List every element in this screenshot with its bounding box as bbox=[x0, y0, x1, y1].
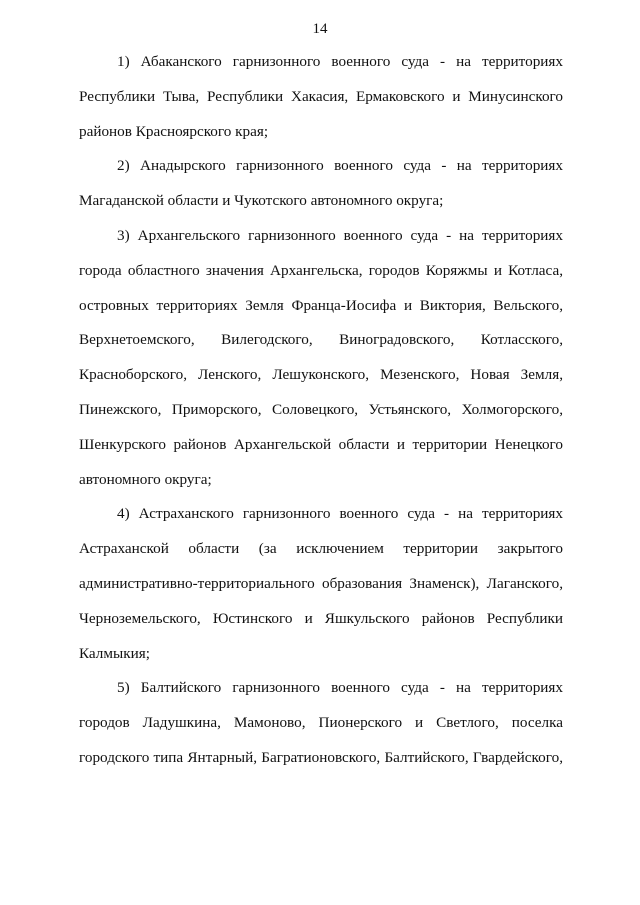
paragraph-3-line-5: Красноборского, Ленского, Лешуконского, Мезенского, Новая Земля, bbox=[79, 366, 563, 384]
paragraph-4-line-1: 4) Астраханского гарнизонного военного суда - на территориях bbox=[117, 505, 563, 523]
paragraph-2-line-1: 2) Анадырского гарнизонного военного суда - на территориях bbox=[117, 157, 563, 175]
paragraph-4-line-2: Астраханской области (за исключением территории закрытого bbox=[79, 540, 563, 558]
paragraph-3-line-1: 3) Архангельского гарнизонного военного суда - на территориях bbox=[117, 226, 563, 244]
paragraph-4-line-5: Калмыкия; bbox=[79, 644, 150, 662]
paragraph-3-line-6: Пинежского, Приморского, Соловецкого, Устьянского, Холмогорского, bbox=[79, 400, 563, 418]
paragraph-1-line-1: 1) Абаканского гарнизонного военного суда - на территориях bbox=[117, 53, 563, 70]
paragraph-1-line-3: районов Красноярского края; bbox=[79, 122, 269, 140]
paragraph-4-line-3: административно-территориального образования Знаменск), Лаганского, bbox=[79, 574, 563, 592]
document-body bbox=[79, 45, 563, 776]
paragraph-5-line-3: городского типа Янтарный, Багратионовского, Балтийского, Гвардейского, bbox=[79, 748, 563, 766]
paragraph-1-line-2: Республики Тыва, Республики Хакасия, Ермаковского и Минусинского bbox=[79, 87, 563, 105]
page-number: 14 bbox=[312, 21, 328, 37]
paragraph-2-line-2: Магаданской области и Чукотского автономного округа; bbox=[79, 192, 444, 210]
paragraph-3-line-3: островных территориях Земля Франца-Иосифа и Виктория, Вельского, bbox=[79, 296, 563, 314]
paragraph-5-line-2: городов Ладушкина, Мамоново, Пионерского и Светлого, поселка bbox=[79, 714, 563, 732]
paragraph-3-line-2: города областного значения Архангельска, городов Коряжмы и Котласа, bbox=[79, 261, 563, 279]
paragraph-5-line-1: 5) Балтийского гарнизонного военного суда - на территориях bbox=[117, 679, 563, 697]
paragraph-3-line-7: Шенкурского районов Архангельской области и территории Ненецкого bbox=[79, 435, 563, 453]
paragraph-3-line-8: автономного округа; bbox=[79, 470, 212, 488]
paragraph-3-line-4: Верхнетоемского, Вилегодского, Виноградовского, Котласского, bbox=[79, 331, 563, 349]
paragraph-4-line-4: Черноземельского, Юстинского и Яшкульского районов Республики bbox=[79, 609, 563, 627]
